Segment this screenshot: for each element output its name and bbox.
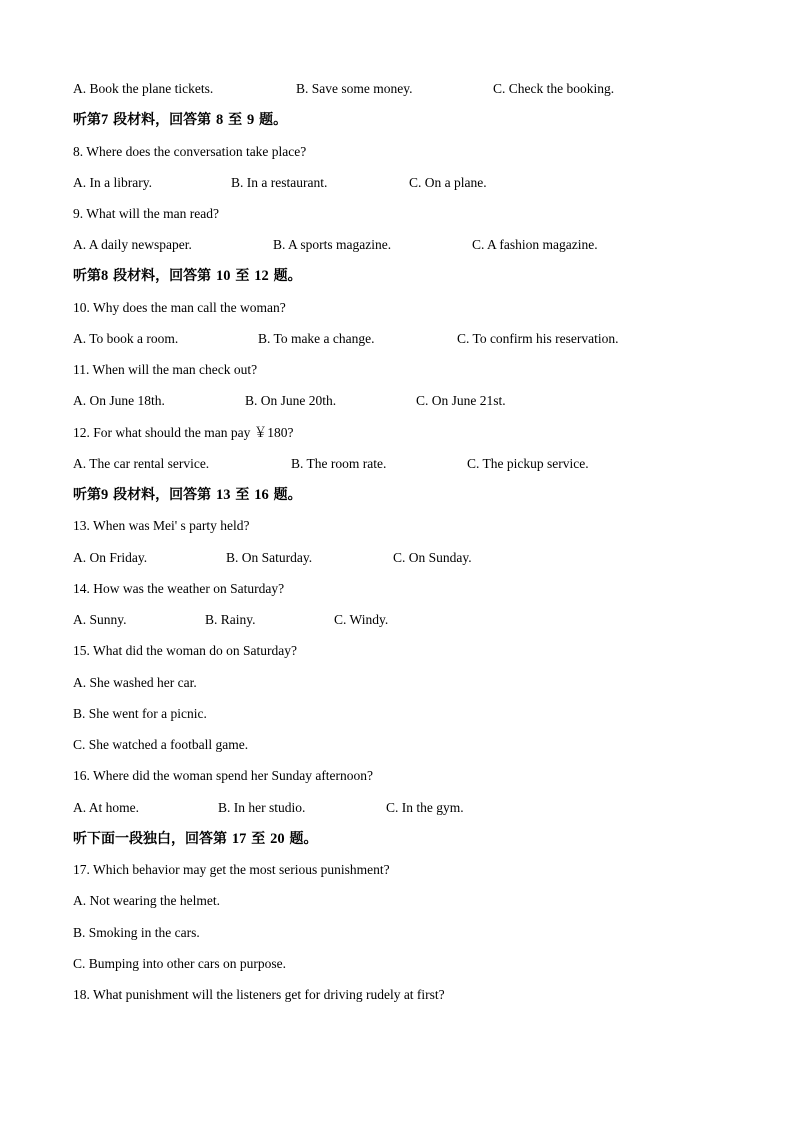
q17-option-b: B. Smoking in the cars. — [73, 925, 200, 940]
q9-option-a: A. A daily newspaper. — [73, 237, 192, 252]
q16-option-c: C. In the gym. — [386, 800, 464, 815]
section-heading-7: 听第7 段材料，回答第 8 至 9 题。 — [73, 112, 288, 128]
question-14: 14. How was the weather on Saturday? — [73, 581, 285, 596]
q7-option-a: A. Book the plane tickets. — [73, 81, 214, 96]
q7-option-b: B. Save some money. — [296, 81, 413, 96]
q12-option-a: A. The car rental service. — [73, 456, 210, 471]
question-17: 17. Which behavior may get the most serious punishment? — [73, 862, 390, 877]
question-9: 9. What will the man read? — [73, 206, 219, 221]
question-12: 12. For what should the man pay ￥180? — [73, 425, 294, 440]
q9-option-b: B. A sports magazine. — [273, 237, 392, 252]
section-heading-8: 听第8 段材料，回答第 10 至 12 题。 — [73, 268, 302, 284]
q10-option-b: B. To make a change. — [258, 331, 375, 346]
q13-option-b: B. On Saturday. — [226, 550, 313, 565]
q8-option-b: B. In a restaurant. — [231, 175, 328, 190]
q10-option-a: A. To book a room. — [73, 331, 179, 346]
q14-option-c: C. Windy. — [334, 612, 389, 627]
q16-option-a: A. At home. — [73, 800, 139, 815]
q14-option-b: B. Rainy. — [205, 612, 256, 627]
q8-option-c: C. On a plane. — [409, 175, 487, 190]
question-13: 13. When was Mei' s party held? — [73, 518, 250, 533]
q11-option-b: B. On June 20th. — [245, 393, 337, 408]
section-heading-10: 听下面一段独白，回答第 17 至 20 题。 — [73, 831, 318, 847]
section-heading-9: 听第9 段材料，回答第 13 至 16 题。 — [73, 487, 302, 503]
question-18: 18. What punishment will the listeners get for driving rudely at first? — [73, 987, 445, 1002]
q11-option-c: C. On June 21st. — [416, 393, 506, 408]
q16-option-b: B. In her studio. — [218, 800, 306, 815]
q15-option-a: A. She washed her car. — [73, 675, 197, 690]
question-8: 8. Where does the conversation take place? — [73, 144, 307, 159]
question-10: 10. Why does the man call the woman? — [73, 300, 286, 315]
q11-option-a: A. On June 18th. — [73, 393, 165, 408]
q8-option-a: A. In a library. — [73, 175, 152, 190]
q10-option-c: C. To confirm his reservation. — [457, 331, 619, 346]
q17-option-c: C. Bumping into other cars on purpose. — [73, 956, 286, 971]
q12-option-b: B. The room rate. — [291, 456, 387, 471]
q15-option-b: B. She went for a picnic. — [73, 706, 207, 721]
q12-option-c: C. The pickup service. — [467, 456, 589, 471]
q13-option-a: A. On Friday. — [73, 550, 148, 565]
q17-option-a: A. Not wearing the helmet. — [73, 893, 220, 908]
q7-option-c: C. Check the booking. — [493, 81, 615, 96]
question-15: 15. What did the woman do on Saturday? — [73, 643, 297, 658]
question-16: 16. Where did the woman spend her Sunday afternoon? — [73, 768, 374, 783]
q13-option-c: C. On Sunday. — [393, 550, 472, 565]
question-11: 11. When will the man check out? — [73, 362, 258, 377]
q14-option-a: A. Sunny. — [73, 612, 127, 627]
q9-option-c: C. A fashion magazine. — [472, 237, 598, 252]
q15-option-c: C. She watched a football game. — [73, 737, 249, 752]
